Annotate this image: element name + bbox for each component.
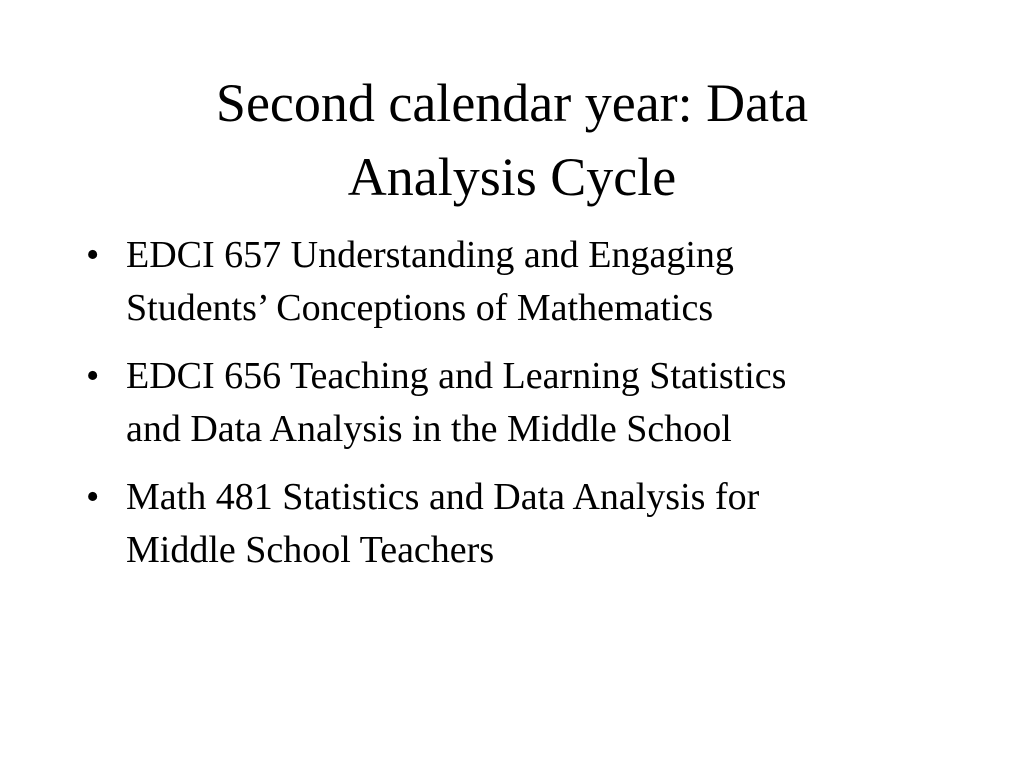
- bullet-item-edci-656: [86, 350, 966, 456]
- slide-title: [0, 66, 1024, 214]
- bullet-list: [86, 229, 966, 592]
- bullet-text: [126, 229, 966, 335]
- bullet-item-edci-657: [86, 229, 966, 335]
- bullet-text: [126, 471, 966, 577]
- bullet-text-line: EDCI 656 Teaching and Learning Statistics: [126, 355, 787, 397]
- bullet-text: [126, 350, 966, 456]
- bullet-text-line: and Data Analysis in the Middle School: [126, 408, 732, 450]
- slide-title-line-2: Analysis Cycle: [347, 147, 677, 207]
- bullet-text-line: Middle School Teachers: [126, 529, 495, 571]
- bullet-dot-icon: •: [86, 234, 100, 276]
- bullet-item-math-481: [86, 471, 966, 577]
- slide-title-line-1: Second calendar year: Data: [215, 73, 809, 133]
- bullet-text-line: EDCI 657 Understanding and Engaging: [126, 234, 734, 276]
- bullet-text-line: Math 481 Statistics and Data Analysis for: [126, 476, 760, 518]
- bullet-dot-icon: •: [86, 355, 100, 397]
- bullet-dot-icon: •: [86, 476, 100, 518]
- bullet-text-line: Students’ Conceptions of Mathematics: [126, 287, 714, 329]
